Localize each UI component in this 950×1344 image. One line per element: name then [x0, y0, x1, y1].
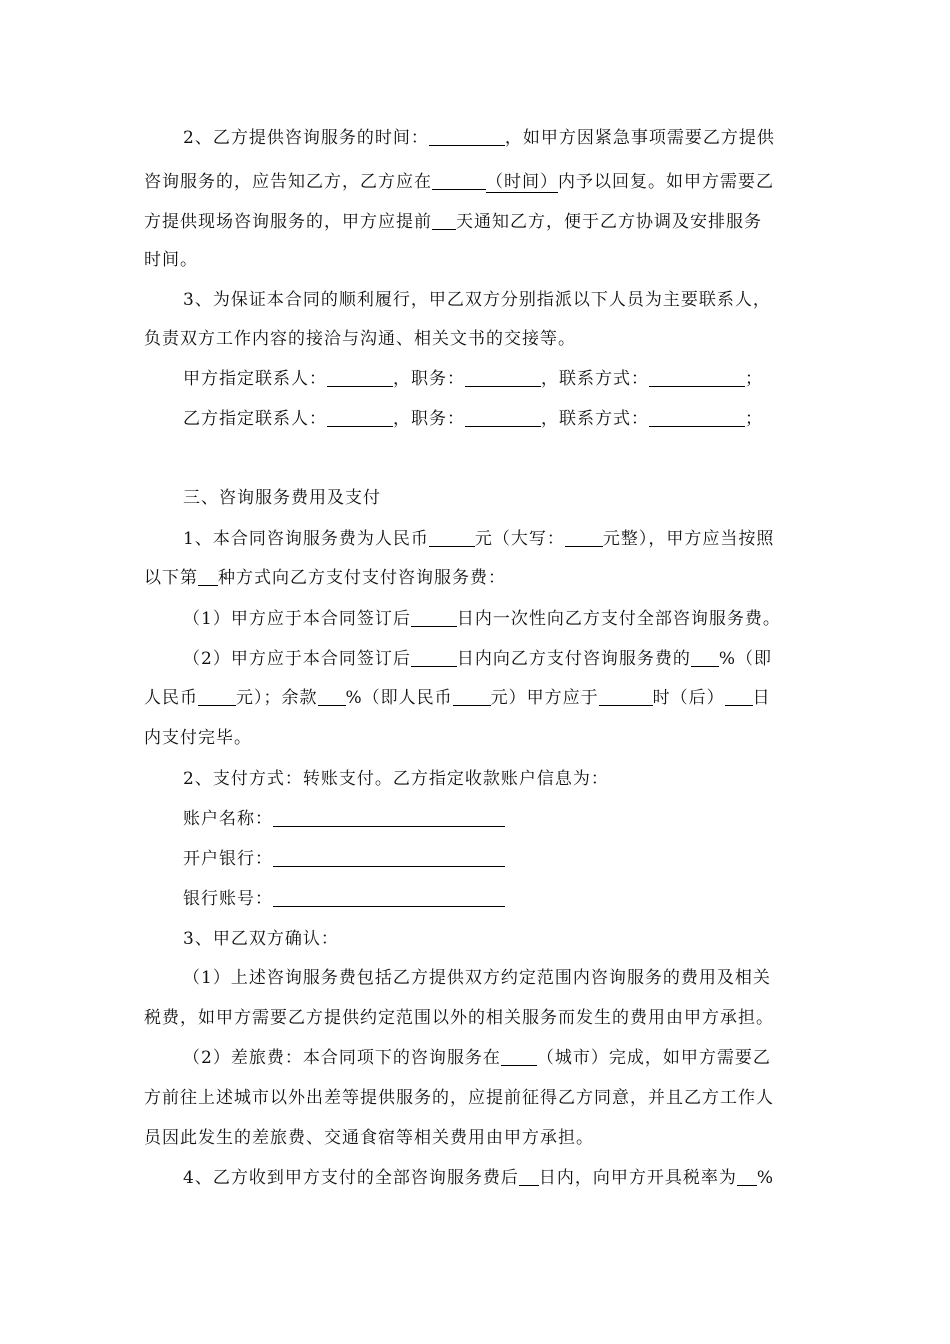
label: ，职务： — [393, 369, 465, 389]
blank-amount[interactable] — [198, 688, 236, 706]
account-number-field[interactable] — [273, 889, 505, 907]
label: ； — [745, 369, 763, 389]
label: 银行账号： — [183, 889, 273, 909]
text: %（即 — [718, 649, 772, 669]
text: % — [756, 1168, 774, 1188]
payment-option-2-line-1 — [0, 648, 950, 670]
text: 2、乙方提供咨询服务的时间： — [183, 128, 429, 148]
invoice-clause-line — [0, 1167, 950, 1189]
confirmation-1-line-2 — [0, 1007, 950, 1029]
text: （城市）完成，如甲方需要乙 — [536, 1048, 771, 1068]
contact-row-party-b — [0, 408, 950, 430]
blank-days[interactable] — [411, 609, 457, 627]
text: 方提供现场咨询服务的，甲方应提前 — [144, 212, 432, 232]
text: 1、本合同咨询服务费为人民币 — [183, 529, 429, 549]
payment-option-1 — [0, 608, 950, 630]
blank-days[interactable] — [725, 688, 753, 706]
clause-2-line-3 — [0, 211, 950, 233]
clause-2-line-2 — [0, 171, 950, 193]
heading-text: 三、咨询服务费用及支付 — [183, 488, 381, 508]
label: 甲方指定联系人： — [183, 369, 327, 389]
text: 内支付完毕。 — [144, 728, 252, 748]
text: 元）；余款 — [236, 688, 318, 708]
text: 日内一次性向乙方支付全部咨询服务费。 — [456, 609, 781, 629]
contact-row-party-a — [0, 368, 950, 390]
blank-days[interactable] — [411, 649, 457, 667]
blank-notice-days[interactable] — [432, 212, 456, 230]
section-3-heading — [0, 487, 950, 509]
text: 3、为保证本合同的顺利履行，甲乙双方分别指派以下人员为主要联系人， — [183, 290, 771, 310]
text: 员因此发生的差旅费、交通食宿等相关费用由甲方承担。 — [144, 1128, 594, 1148]
account-name-field[interactable] — [273, 809, 505, 827]
blank-balance-percent[interactable] — [318, 688, 346, 706]
text: 内予以回复。如甲方需要乙 — [558, 172, 774, 192]
bank-row — [0, 848, 950, 870]
blank-contact-way[interactable] — [649, 369, 745, 387]
payment-option-2-line-2 — [0, 687, 950, 709]
account-name-row — [0, 808, 950, 830]
confirmation-2-line-1 — [0, 1047, 950, 1069]
payment-method-line — [0, 768, 950, 790]
text: 日内向乙方支付咨询服务费的 — [456, 649, 691, 669]
confirmation-2-line-3 — [0, 1127, 950, 1149]
text: 以下第 — [144, 568, 198, 588]
text: 4、乙方收到甲方支付的全部咨询服务费后 — [183, 1168, 519, 1188]
text: 种方式向乙方支付支付咨询服务费： — [218, 568, 506, 588]
text: %（即人民币 — [345, 688, 453, 708]
payment-option-2-line-3 — [0, 727, 950, 749]
blank-percent[interactable] — [691, 649, 719, 667]
text: 方前往上述城市以外出差等提供服务的，应提前征得乙方同意，并且乙方工作人 — [144, 1088, 774, 1108]
text: （1）上述咨询服务费包括乙方提供双方约定范围内咨询服务的费用及相关 — [183, 968, 771, 988]
blank-balance-amount[interactable] — [453, 688, 491, 706]
confirmation-2-line-2 — [0, 1087, 950, 1109]
label: ； — [745, 409, 763, 429]
text: 2、支付方式：转账支付。乙方指定收款账户信息为： — [183, 769, 609, 789]
fee-clause-line-2 — [0, 567, 950, 589]
text: 咨询服务的，应告知乙方，乙方应在 — [144, 172, 432, 192]
blank-contact-way[interactable] — [649, 409, 745, 427]
label: ，联系方式： — [541, 409, 649, 429]
blank-fee-amount[interactable] — [429, 529, 475, 547]
blank-invoice-days[interactable] — [519, 1168, 539, 1186]
label: ，联系方式： — [541, 369, 649, 389]
blank-service-time[interactable] — [429, 128, 505, 146]
clause-3-line-2 — [0, 328, 950, 350]
label: 乙方指定联系人： — [183, 409, 327, 429]
label: 账户名称： — [183, 809, 273, 829]
blank-tax-rate[interactable] — [737, 1168, 757, 1186]
label: 开户银行： — [183, 849, 273, 869]
blank-time[interactable] — [599, 688, 653, 706]
clause-2-line-1 — [0, 127, 950, 149]
blank-reply-time[interactable] — [432, 172, 486, 190]
text: （2）甲方应于本合同签订后 — [183, 649, 411, 669]
blank-contact-post[interactable] — [465, 369, 541, 387]
blank-city[interactable] — [501, 1048, 537, 1066]
text: 元整），甲方应当按照 — [602, 529, 775, 549]
text: 元）甲方应于 — [490, 688, 599, 708]
text: 日 — [752, 688, 771, 708]
text: 天通知乙方，便于乙方协调及安排服务 — [456, 212, 762, 232]
clause-3-line-1 — [0, 289, 950, 311]
time-label: （时间） — [486, 172, 558, 192]
blank-contact-name[interactable] — [327, 409, 393, 427]
confirmation-heading — [0, 928, 950, 950]
account-number-row — [0, 888, 950, 910]
text: 3、甲乙双方确认： — [183, 929, 339, 949]
text: ，如甲方因紧急事项需要乙方提供 — [504, 128, 775, 148]
bank-field[interactable] — [273, 849, 505, 867]
confirmation-1-line-1 — [0, 967, 950, 989]
label: ，职务： — [393, 409, 465, 429]
blank-payment-option[interactable] — [198, 568, 218, 586]
fee-clause-line-1 — [0, 528, 950, 550]
text: （2）差旅费：本合同项下的咨询服务在 — [183, 1048, 501, 1068]
text: 元（大写： — [474, 529, 565, 549]
text: 税费，如甲方需要乙方提供约定范围以外的相关服务而发生的费用由甲方承担。 — [144, 1008, 774, 1028]
text: 负责双方工作内容的接洽与沟通、相关文书的交接等。 — [144, 329, 576, 349]
blank-fee-amount-words[interactable] — [565, 529, 603, 547]
blank-contact-name[interactable] — [327, 369, 393, 387]
text: 时间。 — [144, 250, 198, 270]
clause-2-line-4 — [0, 249, 950, 271]
text: （1）甲方应于本合同签订后 — [183, 609, 411, 629]
text: 时（后） — [652, 688, 725, 708]
blank-contact-post[interactable] — [465, 409, 541, 427]
text: 人民币 — [144, 688, 198, 708]
text: 日内，向甲方开具税率为 — [538, 1168, 737, 1188]
